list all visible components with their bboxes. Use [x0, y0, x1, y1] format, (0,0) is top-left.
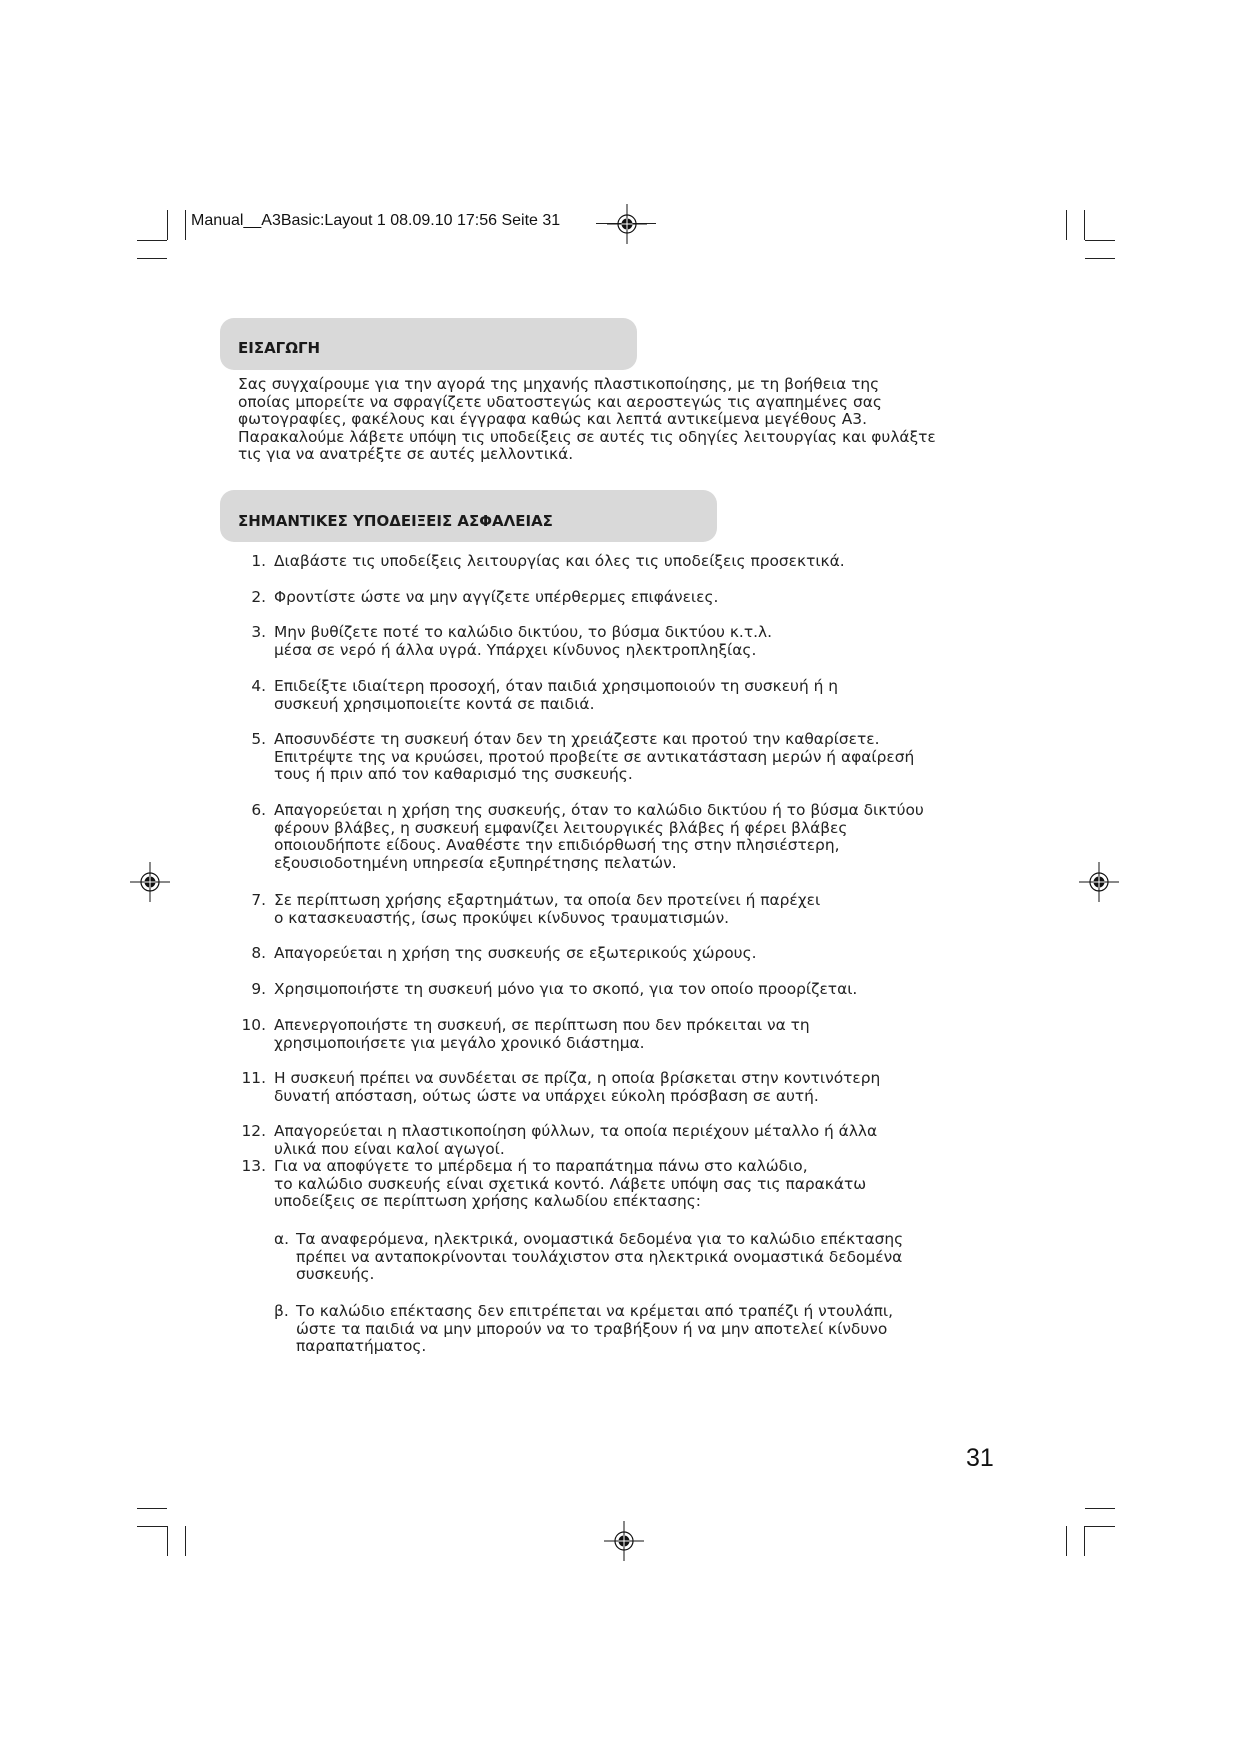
safety-item-line: Επιδείξτε ιδιαίτερη προσοχή, όταν παιδιά χρησιμοποιούν τη συσκευή ή η — [274, 677, 838, 695]
safety-item-number: 1. — [251, 552, 266, 570]
crop-mark — [137, 1526, 167, 1527]
safety-item-line: Αποσυνδέστε τη συσκευή όταν δεν τη χρειάζεστε και προτού την καθαρίσετε. — [274, 730, 880, 748]
crop-mark — [137, 1508, 167, 1509]
safety-item-number: 11. — [241, 1069, 266, 1087]
safety-item-number: 13. — [241, 1157, 266, 1175]
safety-item-line: φέρουν βλάβες, η συσκευή εμφανίζει λειτουργικές βλάβες ή φέρει βλάβες — [274, 818, 848, 837]
safety-subitem-label: α. — [274, 1230, 290, 1248]
safety-item-line: συσκευή χρησιμοποιείτε κοντά σε παιδιά. — [274, 694, 595, 713]
safety-item-line: Απαγορεύεται η χρήση της συσκευής, όταν το καλώδιο δικτύου ή το βύσμα δικτύου — [274, 801, 924, 819]
intro-line: Σας συγχαίρουμε για την αγορά της μηχανής πλαστικοποίησης, με τη βοήθεια της — [238, 375, 880, 393]
safety-subitem-line: συσκευής. — [296, 1265, 375, 1283]
safety-item-line: Η συσκευή πρέπει να συνδέεται σε πρίζα, η οποία βρίσκεται στην κοντινότερη — [274, 1069, 881, 1087]
safety-item-line: Χρησιμοποιήστε τη συσκευή μόνο για το σκοπό, για τον οποίο προορίζεται. — [274, 980, 858, 998]
safety-subitem-line: Το καλώδιο επέκτασης δεν επιτρέπεται να κρέμεται από τραπέζι ή ντουλάπι, — [296, 1302, 893, 1320]
safety-item-line: οποιουδήποτε είδους. Αναθέστε την επιδιόρθωσή της στην πλησιέστερη, — [274, 836, 840, 854]
intro-line: τις για να ανατρέξτε σε αυτές μελλοντικά. — [238, 445, 574, 463]
intro-line: Παρακαλούμε λάβετε υπόψη τις υποδείξεις σε αυτές τις οδηγίες λειτουργίας και φυλάξτε — [238, 427, 936, 446]
safety-item-line: Απαγορεύεται η χρήση της συσκευής σε εξωτερικούς χώρους. — [274, 944, 757, 962]
safety-item-number: 5. — [251, 730, 266, 748]
intro-heading: ΕΙΣΑΓΩΓΗ — [238, 339, 321, 357]
crop-mark — [185, 1526, 186, 1556]
registration-mark-icon — [604, 1521, 644, 1561]
registration-mark-icon — [130, 862, 170, 902]
safety-heading: ΣΗΜΑΝΤΙΚΕΣ ΥΠΟΔΕΙΞΕΙΣ ΑΣΦΑΛΕΙΑΣ — [238, 512, 553, 530]
safety-item-line: Επιτρέψτε της να κρυώσει, προτού προβείτε σε αντικατάσταση μερών ή αφαίρεσή — [274, 747, 915, 766]
safety-item-line: Μην βυθίζετε ποτέ το καλώδιο δικτύου, το βύσμα δικτύου κ.τ.λ. — [274, 623, 772, 641]
safety-item-line: υλικά που είναι καλοί αγωγοί. — [274, 1139, 505, 1158]
safety-item-number: 10. — [241, 1016, 266, 1034]
safety-item-number: 2. — [251, 588, 266, 606]
crop-mark — [1084, 1526, 1085, 1556]
safety-item-number: 4. — [251, 677, 266, 695]
safety-item-line: χρησιμοποιήσετε για μεγάλο χρονικό διάστημα. — [274, 1033, 645, 1052]
safety-subitem-line: ώστε τα παιδιά να μην μπορούν να το τραβήξουν ή να μην αποτελεί κίνδυνο — [296, 1319, 888, 1338]
print-slug-text: Manual__A3Basic:Layout 1 08.09.10 17:56 Seite 31 — [191, 212, 561, 229]
crop-mark — [137, 258, 167, 259]
safety-item-line: Απενεργοποιήστε τη συσκευή, σε περίπτωση που δεν πρόκειται να τη — [274, 1016, 810, 1034]
safety-subitem-line: Τα αναφερόμενα, ηλεκτρικά, ονομαστικά δεδομένα για το καλώδιο επέκτασης — [296, 1230, 904, 1248]
safety-item-line: ο κατασκευαστής, ίσως προκύψει κίνδυνος τραυματισμών. — [274, 908, 730, 927]
safety-subitem-line: πρέπει να ανταποκρίνονται τουλάχιστον στα ηλεκτρικά ονομαστικά δεδομένα — [296, 1247, 903, 1266]
crop-mark — [137, 240, 167, 241]
crop-mark — [1085, 1508, 1115, 1509]
registration-mark-icon — [607, 204, 647, 244]
page-number: 31 — [966, 1444, 994, 1472]
safety-item-line: Διαβάστε τις υποδείξεις λειτουργίας και όλες τις υποδείξεις προσεκτικά. — [274, 552, 845, 570]
safety-item-number: 8. — [251, 944, 266, 962]
crop-mark — [1085, 1526, 1115, 1527]
safety-item-number: 6. — [251, 801, 266, 819]
safety-item-line: τους ή πριν από τον καθαρισμό της συσκευής. — [274, 765, 633, 783]
safety-item-line: το καλώδιο συσκευής είναι σχετικά κοντό. Λάβετε υπόψη σας τις παρακάτω — [274, 1174, 867, 1193]
safety-item-number: 12. — [241, 1122, 266, 1140]
safety-item-number: 9. — [251, 980, 266, 998]
intro-line: φωτογραφίες, φακέλους και έγγραφα καθώς και λεπτά αντικείμενα μεγέθους Α3. — [238, 410, 867, 428]
crop-mark — [1066, 1526, 1067, 1556]
safety-item-line: δυνατή απόσταση, ούτως ώστε να υπάρχει εύκολη πρόσβαση σε αυτή. — [274, 1086, 819, 1105]
registration-mark-icon — [1079, 862, 1119, 902]
safety-item-number: 7. — [251, 891, 266, 909]
crop-mark — [167, 1526, 168, 1556]
crop-mark — [1085, 258, 1115, 259]
safety-item-line: Σε περίπτωση χρήσης εξαρτημάτων, τα οποία δεν προτείνει ή παρέχει — [274, 891, 821, 909]
safety-subitem-line: παραπατήματος. — [296, 1337, 427, 1355]
crop-mark — [1085, 240, 1115, 241]
safety-item-line: μέσα σε νερό ή άλλα υγρά. Υπάρχει κίνδυνος ηλεκτροπληξίας. — [274, 640, 757, 659]
intro-line: οποίας μπορείτε να σφραγίζετε υδατοστεγώς και αεροστεγώς τις αγαπημένες σας — [238, 392, 882, 411]
safety-item-line: Απαγορεύεται η πλαστικοποίηση φύλλων, τα οποία περιέχουν μέταλλο ή άλλα — [274, 1122, 878, 1140]
safety-item-number: 3. — [251, 623, 266, 641]
crop-mark — [167, 210, 168, 240]
crop-mark — [1066, 210, 1067, 240]
safety-item-line: Για να αποφύγετε το μπέρδεμα ή το παραπάτημα πάνω στο καλώδιο, — [274, 1157, 808, 1175]
safety-item-line: εξουσιοδοτημένη υπηρεσία εξυπηρέτησης πελατών. — [274, 853, 677, 872]
safety-item-line: Φροντίστε ώστε να μην αγγίζετε υπέρθερμες επιφάνειες. — [274, 588, 719, 606]
safety-item-line: υποδείξεις σε περίπτωση χρήσης καλωδίου επέκτασης: — [274, 1192, 701, 1210]
crop-mark — [185, 210, 186, 240]
crop-mark — [1084, 210, 1085, 240]
safety-subitem-label: β. — [274, 1302, 289, 1320]
intro-paragraph — [238, 376, 1008, 464]
